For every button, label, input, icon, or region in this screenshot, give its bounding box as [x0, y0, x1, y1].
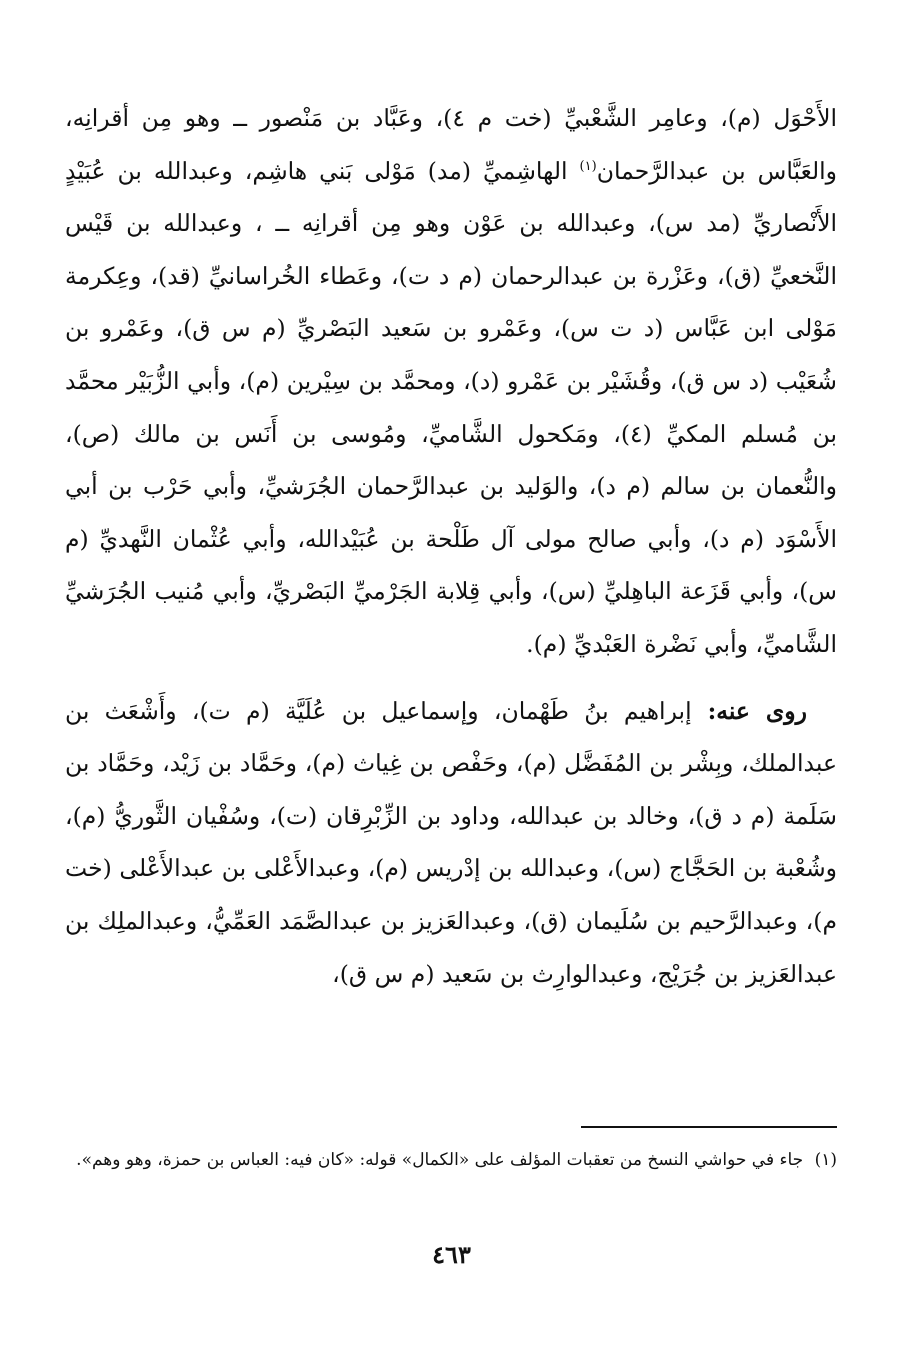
paragraph-text: الأَحْوَل (م)، وعامِر الشَّعْبيِّ (خت م ٤)، وعَبَّاد بن مَنْصور ــ وهو مِن أقرانِه، والعَبَّاس بن عبدالرَّحمان: [65, 104, 837, 185]
section-lead-label: روى عنه:: [691, 696, 808, 725]
footnote-reference: (١): [579, 158, 597, 174]
footnote-divider: [581, 1126, 837, 1128]
paragraph-text: إبراهيم بنُ طَهْمان، وإسماعيل بن عُلَيَّة (م ت)، وأَشْعَث بن عبدالملك، وبِشْر بن المُفَضَّل (م)، وحَفْص بن غِياث (م)، وحَمَّاد بن زَيْد، وحَمَّاد بن سَلَمة (م د ق)، وخالد بن عبدالله، وداود بن الزِّبْرِقان (ت)، وسُفْيان الثَّوريُّ (م)، وشُعْبة بن الحَجَّاج (س)، وعبدالله بن إدْريس (م)، وعبدالأَعْلى بن عبدالأَعْلى (خت م)، وعبدالرَّحيم بن سُلَيمان (ق)، وعبدالعَزيز بن عبدالصَّمَد العَمِّيُّ، وعبدالملِك بن عبدالعَزيز بن جُرَيْج، وعبدالوارِث بن سَعيد (م س ق)،: [65, 696, 837, 988]
footnote-number: (١): [814, 1150, 837, 1170]
main-text: [65, 92, 837, 1000]
paragraph-narrators-from: [65, 92, 837, 671]
paragraph-narrated-by: [65, 685, 837, 1001]
footnote-text: جاء في حواشي النسخ من تعقبات المؤلف على «الكمال» قوله: «كان فيه: العباس بن حمزة، وهو وهم».: [76, 1150, 804, 1170]
paragraph-text-continued: الهاشِميِّ (مد) مَوْلى بَني هاشِم، وعبدالله بن عُبَيْدٍ الأَنْصاريِّ (مد س)، وعبدالله بن عَوْن وهو مِن أقرانِه ــ ، وعبدالله بن قَيْس النَّخعيِّ (ق)، وعَزْرة بن عبدالرحمان (م د ت)، وعَطاء الخُراسانيِّ (قد)، وعِكرمة مَوْلى ابن عَبَّاس (د ت س)، وعَمْرو بن سَعيد البَصْريِّ (م س ق)، وعَمْرو بن شُعَيْب (د س ق)، وقُشَيْر بن عَمْرو (د)، ومحمَّد بن سِيْرين (م)، وأبي الزُّبَيْر محمَّد بن مُسلم المكيِّ (٤)، ومَكحول الشَّاميِّ، ومُوسى بن أَنَس بن مالك (ص)، والنُّعمان بن سالم (م د)، والوَليد بن عبدالرَّحمان الجُرَشيِّ، وأبي حَرْب بن أبي الأَسْوَد (م د)، وأبي صالح مولى آل طَلْحة بن عُبَيْدالله، وأبي عُثْمان النَّهديِّ (م س)، وأبي قَزَعة الباهِليِّ (س)، وأبي قِلابة الجَرْميِّ البَصْريِّ، وأبي مُنيب الجُرَشيِّ الشَّاميِّ، وأبي نَضْرة العَبْديِّ (م).: [65, 156, 838, 658]
page-number: ٤٦٣: [432, 1240, 471, 1269]
footnote: [65, 1142, 837, 1178]
